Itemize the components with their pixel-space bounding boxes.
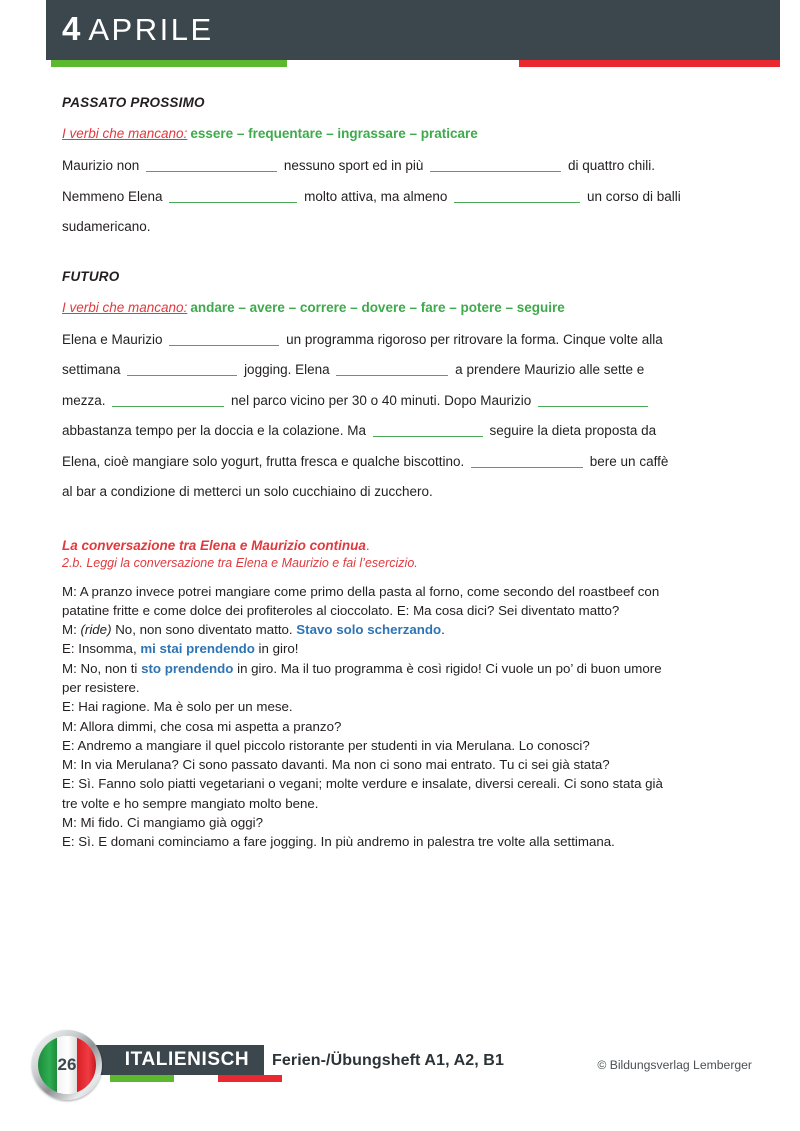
gap-futuro-t11: seguire la dieta proposta da Elena, cioè mangiare (62, 423, 657, 469)
section-passato-prossimo (62, 95, 682, 243)
dialogue-block (62, 582, 682, 852)
dialogue-text: E: Hai ragione. Ma è solo per un mese. (62, 699, 293, 715)
section-spacer-1 (62, 243, 682, 269)
blank-input-f2[interactable] (127, 361, 237, 376)
verbs-list-futuro: andare – avere – correre – dovere – fare – potere – seguire (190, 299, 565, 315)
brand-accent-bars (88, 1075, 264, 1082)
header-accent-bars (46, 60, 780, 67)
brand-accent-green (110, 1075, 174, 1082)
dialogue-text: M: Allora dimmi, che cosa mi aspetta a pranzo? (62, 718, 342, 734)
dialogue-text: M: No, non ti (62, 660, 142, 676)
conversation-heading (62, 538, 682, 553)
dialogue-line (62, 774, 682, 813)
conversation-heading-text: La conversazione tra Elena e Maurizio continua (62, 537, 366, 553)
dialogue-line (62, 582, 682, 621)
gap-futuro-t3: Cinque volte alla settimana (62, 331, 663, 377)
gap-futuro-t2: un programma rigoroso per ritrovare la forma. (286, 331, 560, 347)
blank-input-p2[interactable] (430, 157, 561, 172)
header-bar (46, 0, 780, 60)
dialogue-line (62, 620, 682, 639)
gap-text-futuro (62, 325, 682, 508)
dialogue-text: E: Sì. Fanno solo piatti vegetariani o vegani; molte verdure e insalate, diversi cereali. Ci sono stata già tre volte e ho sempre mangiato molto bene. (62, 776, 663, 811)
gap-futuro-t9: abbastanza tempo per la doccia e la (62, 423, 279, 438)
section-title-passato: PASSATO PROSSIMO (62, 95, 205, 110)
gap-passato-t6: un corso di balli sudamericano. (62, 188, 681, 234)
blank-input-f3[interactable] (336, 361, 448, 376)
dialogue-stage-direction: (ride) (80, 622, 112, 638)
dialogue-line (62, 813, 682, 832)
dialogue-text: in giro! (254, 641, 299, 657)
italian-flag-icon (38, 1036, 96, 1094)
blank-input-f6[interactable] (373, 422, 483, 437)
gap-futuro-t6: prendere Maurizio alle sette e mezza. (62, 362, 645, 408)
page-title (62, 7, 214, 52)
section-futuro (62, 269, 682, 508)
dialogue-highlight: mi stai prendendo (140, 641, 255, 657)
gap-futuro-t13: bere un caffè al bar (62, 453, 669, 499)
dialogue-text: E: Sì. E domani cominciamo a fare jogging. In più andremo in palestra tre volte alla settimana. (62, 834, 615, 850)
gap-passato-t3: di (567, 158, 579, 173)
blank-input-f7[interactable] (471, 453, 583, 468)
blank-input-p4[interactable] (454, 188, 580, 203)
dialogue-text: M: In via Merulana? Ci sono passato davanti. Ma non ci sono mai entrato. Tu ci sei già stata? (62, 757, 610, 773)
header-day: 4 (62, 10, 81, 47)
conversation-heading-period: . (365, 537, 370, 553)
conversation-subheading: 2.b. Leggi la conversazione tra Elena e Maurizio e fai l’esercizio. (62, 555, 418, 570)
blank-input-f1[interactable] (169, 331, 279, 346)
blank-input-p1[interactable] (146, 157, 277, 172)
dialogue-highlight: sto prendendo (141, 660, 234, 676)
dialogue-line (62, 717, 682, 736)
verbs-label-futuro: I verbi che mancano: (62, 299, 188, 315)
dialogue-line (62, 755, 682, 774)
brand-accent-red (218, 1075, 282, 1082)
gap-futuro-t5: a (455, 362, 463, 377)
blank-input-f4[interactable] (112, 392, 224, 407)
dialogue-line (62, 736, 682, 755)
dialogue-text: M: (62, 622, 81, 638)
gap-futuro-t12: solo yogurt, frutta fresca e qualche biscottino. (192, 453, 465, 469)
section-title-futuro: FUTURO (62, 268, 120, 284)
section-conversation (62, 538, 682, 852)
accent-bar-red (519, 60, 780, 67)
verbs-line-futuro (62, 298, 682, 317)
page-header (46, 0, 780, 67)
dialogue-text: . (441, 622, 445, 638)
dialogue-line (62, 832, 682, 851)
dialogue-highlight: Stavo solo scherzando (296, 622, 442, 638)
dialogue-text: E: Insomma, (62, 641, 141, 657)
gap-futuro-t1: Elena e Maurizio (62, 331, 163, 347)
gap-passato-t2: nessuno sport ed in più (283, 158, 424, 173)
dialogue-line (62, 697, 682, 716)
footer-copyright: © Bildungsverlag Lemberger (597, 1058, 752, 1072)
dialogue-line (62, 639, 682, 658)
footer-subtitle: Ferien-/Übungsheft A1, A2, B1 (272, 1052, 504, 1069)
page-footer (0, 1022, 800, 1102)
dialogue-text: M: Mi fido. Ci mangiamo già oggi? (62, 815, 264, 831)
accent-bar-green (51, 60, 287, 67)
dialogue-text: M: A pranzo invece potrei mangiare come primo della pasta al forno, come secondo del roastbeef con patatine fritte e come dolce dei profiteroles al cioccolato. E: Ma cosa dici? Sei diventato matto? (62, 583, 660, 618)
gap-futuro-t4: jogging. Elena (244, 362, 330, 377)
verbs-label-passato: I verbi che mancano: (62, 126, 188, 141)
gap-text-passato (62, 151, 682, 243)
blank-input-p3[interactable] (169, 188, 297, 203)
gap-futuro-t14: a condizione di metterci un solo cucchiaino di zucchero. (99, 484, 433, 499)
dialogue-text: E: Andremo a mangiare il quel piccolo ristorante per studenti in via Merulana. Lo conosci? (62, 737, 590, 753)
dialogue-text: No, non sono diventato matto. (111, 622, 297, 638)
gap-passato-t1: Maurizio non (62, 158, 140, 173)
gap-passato-t4: quattro chili. Nemmeno Elena (62, 158, 656, 204)
verbs-line-passato (62, 124, 682, 143)
page-number: 26 (57, 1055, 77, 1074)
dialogue-text: in giro. Ma il tuo programma è così rigido! Ci vuole un po’ di buon umore per resistere. (62, 660, 662, 695)
section-spacer-2 (62, 508, 682, 538)
brand-label: ITALIENISCH (88, 1045, 264, 1075)
page-content (62, 95, 682, 852)
blank-input-f5[interactable] (538, 392, 648, 407)
dialogue-line (62, 659, 682, 698)
header-month: APRILE (88, 12, 214, 47)
gap-futuro-t10: colazione. Ma (282, 423, 366, 438)
page-badge (32, 1030, 102, 1100)
gap-passato-t5: molto attiva, ma almeno (304, 188, 448, 204)
verbs-list-passato: essere – frequentare – ingrassare – praticare (190, 126, 478, 141)
brand-block (88, 1045, 264, 1082)
gap-futuro-t7: nel parco vicino per 30 o (231, 392, 379, 408)
gap-futuro-t8: 40 minuti. Dopo Maurizio (381, 392, 532, 408)
